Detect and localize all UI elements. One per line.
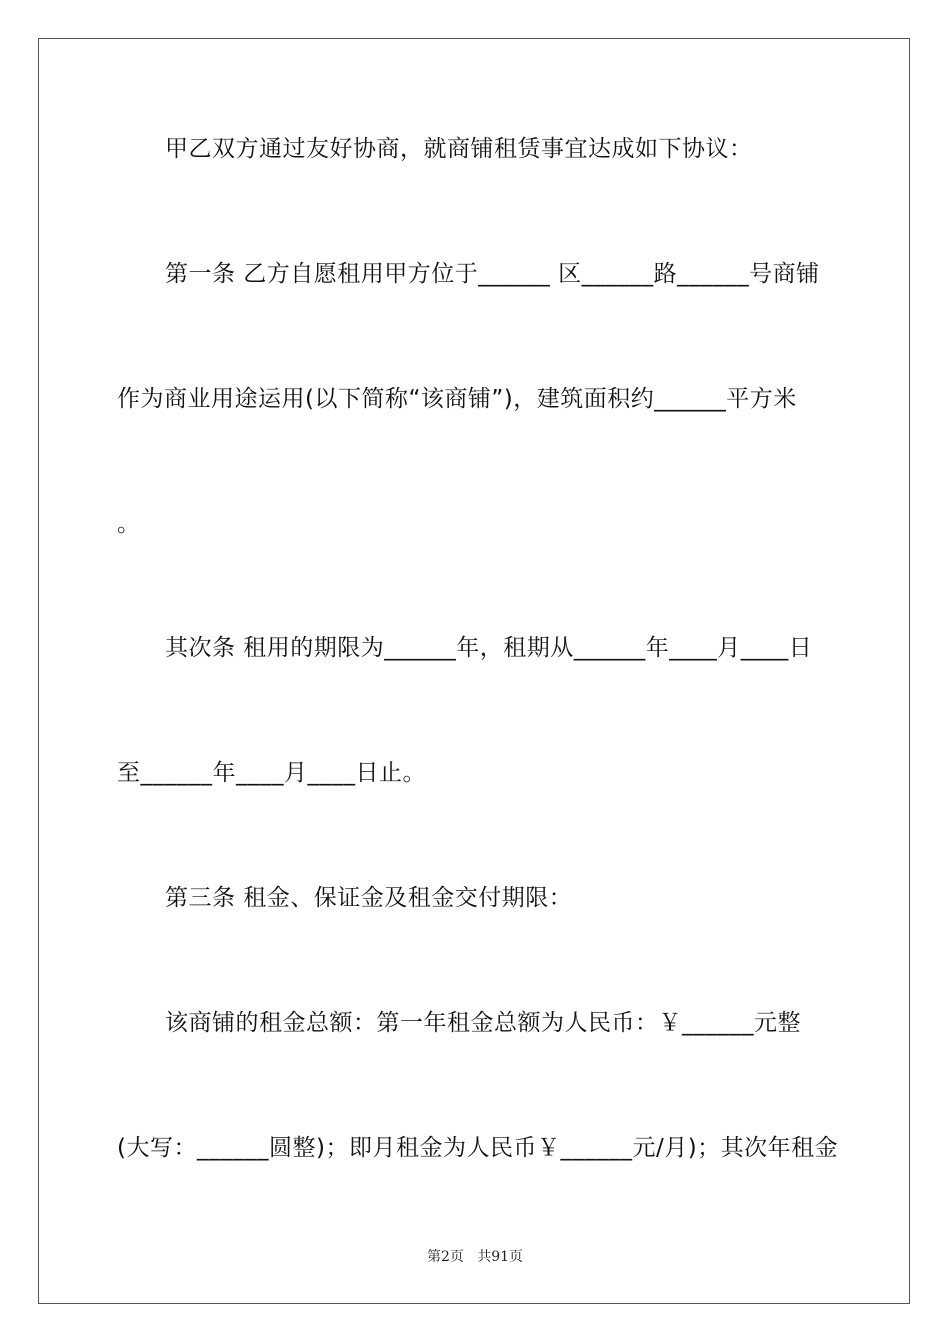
clause-2-line-2: 至______年____月____日止。 <box>117 760 426 786</box>
page-border <box>38 38 910 1304</box>
page-number-footer: 第2页 共91页 <box>426 1249 524 1265</box>
clause-1-line-3: 。 <box>117 511 141 537</box>
clause-2-line-1: 其次条 租用的期限为______年，租期从______年____月____日 <box>165 635 813 661</box>
clause-1-line-2: 作为商业用途运用(以下简称“该商铺”)，建筑面积约______平方米 <box>117 386 797 412</box>
rent-line-2: (大写：______圆整)；即月租金为人民币￥______元/月)；其次年租金 <box>117 1135 839 1161</box>
clause-3-heading: 第三条 租金、保证金及租金交付期限： <box>165 885 573 911</box>
rent-line-1: 该商铺的租金总额：第一年租金总额为人民币：￥______元整 <box>165 1010 801 1036</box>
clause-1-line-1: 第一条 乙方自愿租用甲方位于______ 区______路______号商铺 <box>165 261 820 287</box>
paragraph-intro: 甲乙双方通过友好协商，就商铺租赁事宜达成如下协议： <box>165 136 753 162</box>
